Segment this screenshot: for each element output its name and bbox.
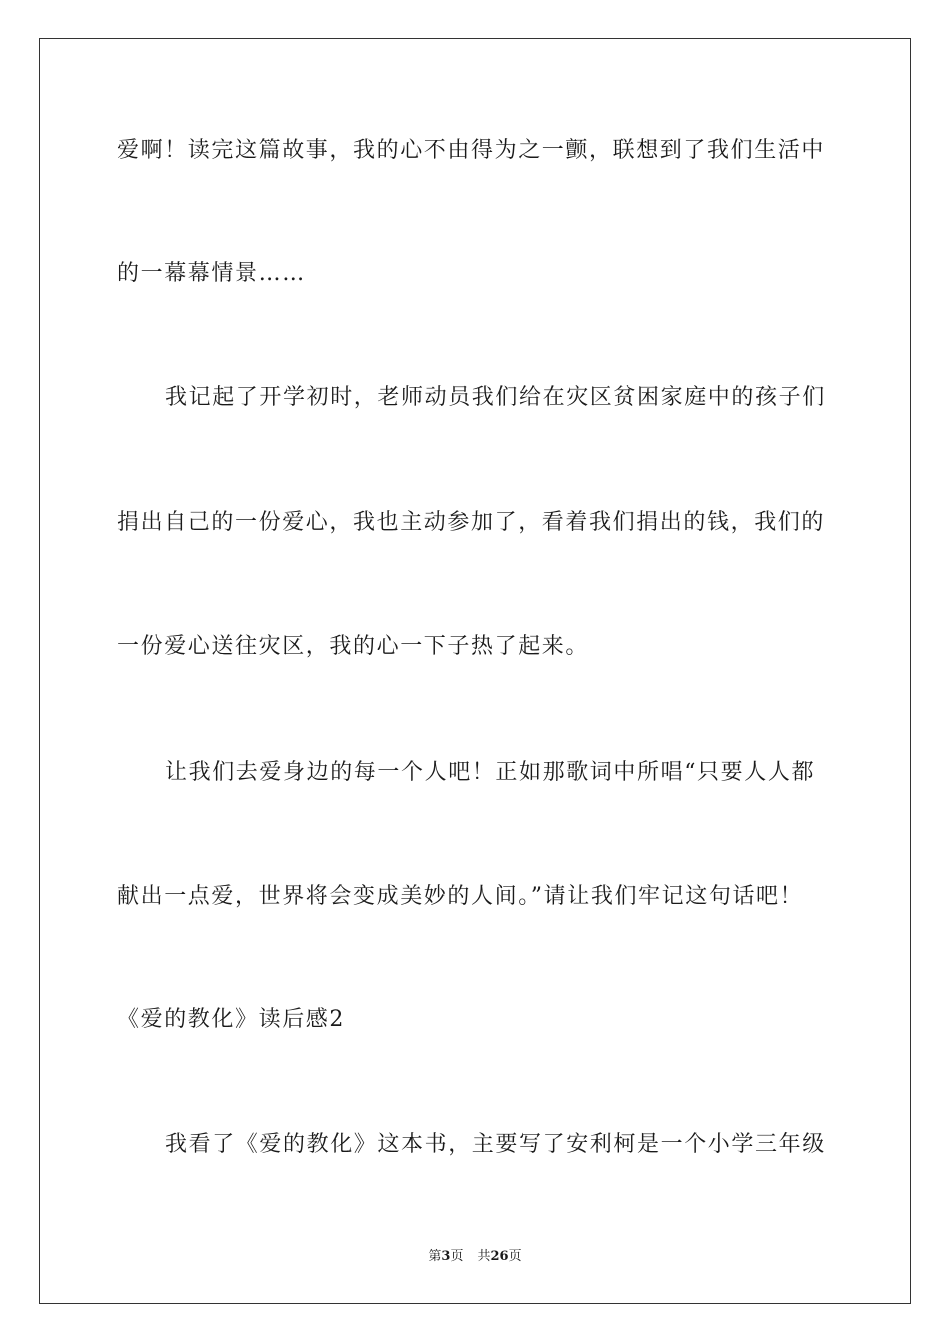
section-heading: 《爱的教化》读后感2 [117, 1007, 345, 1032]
text-line-2: 的一幕幕情景…… [117, 261, 306, 286]
text-line-9: 我看了《爱的教化》这本书，主要写了安利柯是一个小学三年级 [165, 1132, 826, 1157]
total-suffix: 页 [508, 1249, 522, 1264]
text-line-1: 爱啊！读完这篇故事，我的心不由得为之一颤，联想到了我们生活中 [117, 138, 826, 163]
page-border [39, 38, 911, 1304]
total-prefix: 共 [477, 1249, 491, 1264]
text-line-5: 一份爱心送往灾区，我的心一下子热了起来。 [117, 634, 590, 659]
text-line-4: 捐出自己的一份爱心，我也主动参加了，看着我们捐出的钱，我们的 [117, 510, 826, 535]
page-number: 3 [441, 1249, 451, 1264]
page-footer [0, 1248, 950, 1266]
text-line-7: 献出一点爱，世界将会变成美妙的人间。”请让我们牢记这句话吧！ [117, 884, 804, 909]
page-suffix: 页 [450, 1249, 464, 1264]
text-line-3: 我记起了开学初时，老师动员我们给在灾区贫困家庭中的孩子们 [165, 385, 826, 410]
total-pages: 26 [490, 1249, 509, 1264]
text-line-6: 让我们去爱身边的每一个人吧！正如那歌词中所唱“只要人人都 [165, 760, 816, 785]
page-prefix: 第 [428, 1249, 442, 1264]
